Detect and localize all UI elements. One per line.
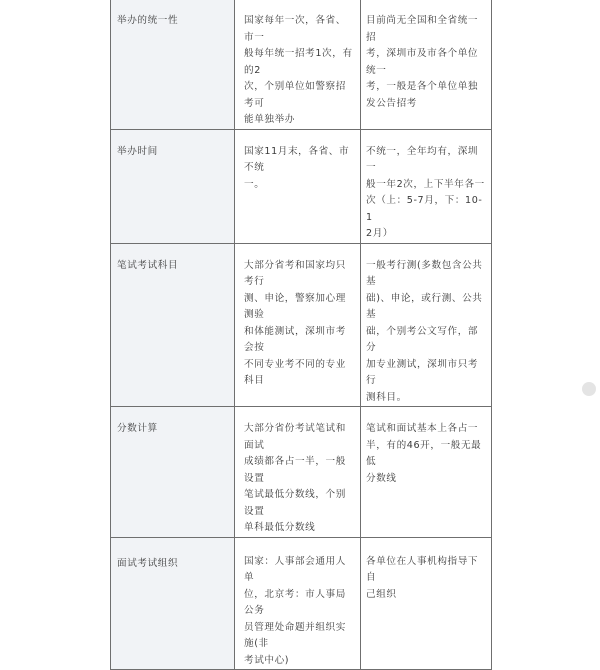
row-label: 面试考试组织 [117,557,179,569]
public-institution-text: 笔试和面试基本上各占一 半，有的46开，一般无最低 分数线 [366,423,482,484]
table-row [111,243,492,407]
table-row [111,129,492,243]
row-label: 分数计算 [117,423,158,434]
national-provincial-text: 国家每年一次，各省、市一 般每年统一招考1次，有的2 次，个别单位如警察招考可 能单独举办 [244,15,353,125]
row-label: 举办时间 [117,145,158,157]
public-institution-cell [361,407,492,538]
row-label-cell [111,407,235,538]
public-institution-text: 不统一，全年均有，深圳一 般一年2次，上下半年各一 次（上：5-7月，下：10-1 2月） [366,145,485,239]
public-institution-cell [361,129,492,243]
row-label-cell [111,129,235,243]
national-provincial-cell [235,129,361,243]
national-provincial-cell [235,537,361,670]
watermark-icon [582,382,596,396]
national-provincial-cell [235,0,361,129]
public-institution-cell [361,243,492,407]
row-label-cell [111,537,235,670]
national-provincial-text: 大部分省份考试笔试和面试 成绩都各占一半，一般设置 笔试最低分数线，个别设置 单科最低分数线 [244,423,346,533]
public-institution-text: 一般考行测(多数包含公共基 础)、申论，或行测、公共基 础，个别考公文写作，部分 加专业测试，深圳市只考行 测科目。 [366,259,483,403]
table-row [111,407,492,538]
comparison-table [110,0,492,670]
public-institution-text: 目前尚无全国和全省统一招 考，深圳市及市各个单位统一 考，一般是各个单位单独 发公告招考 [366,15,479,109]
national-provincial-text: 大部分省考和国家均只考行 测、申论，警察加心理测验 和体能测试，深圳市考会按 不同专业考不同的专业科目 [244,259,346,386]
row-label-cell [111,0,235,129]
national-provincial-cell [235,243,361,407]
table-row [111,537,492,670]
public-institution-text: 各单位在人事机构指导下自 己组织 [366,555,479,600]
row-label: 举办的统一性 [117,15,179,26]
row-label-cell [111,243,235,407]
national-provincial-text: 国家：人事部会通用人单 位，北京考：市人事局公务 员管理处命题并组织实施(非 考试中心) [244,555,346,666]
public-institution-cell [361,0,492,129]
table-row [111,0,492,129]
national-provincial-text: 国家11月末，各省、市不统 一。 [244,145,350,190]
national-provincial-cell [235,407,361,538]
row-label: 笔试考试科目 [117,259,179,271]
public-institution-cell [361,537,492,670]
